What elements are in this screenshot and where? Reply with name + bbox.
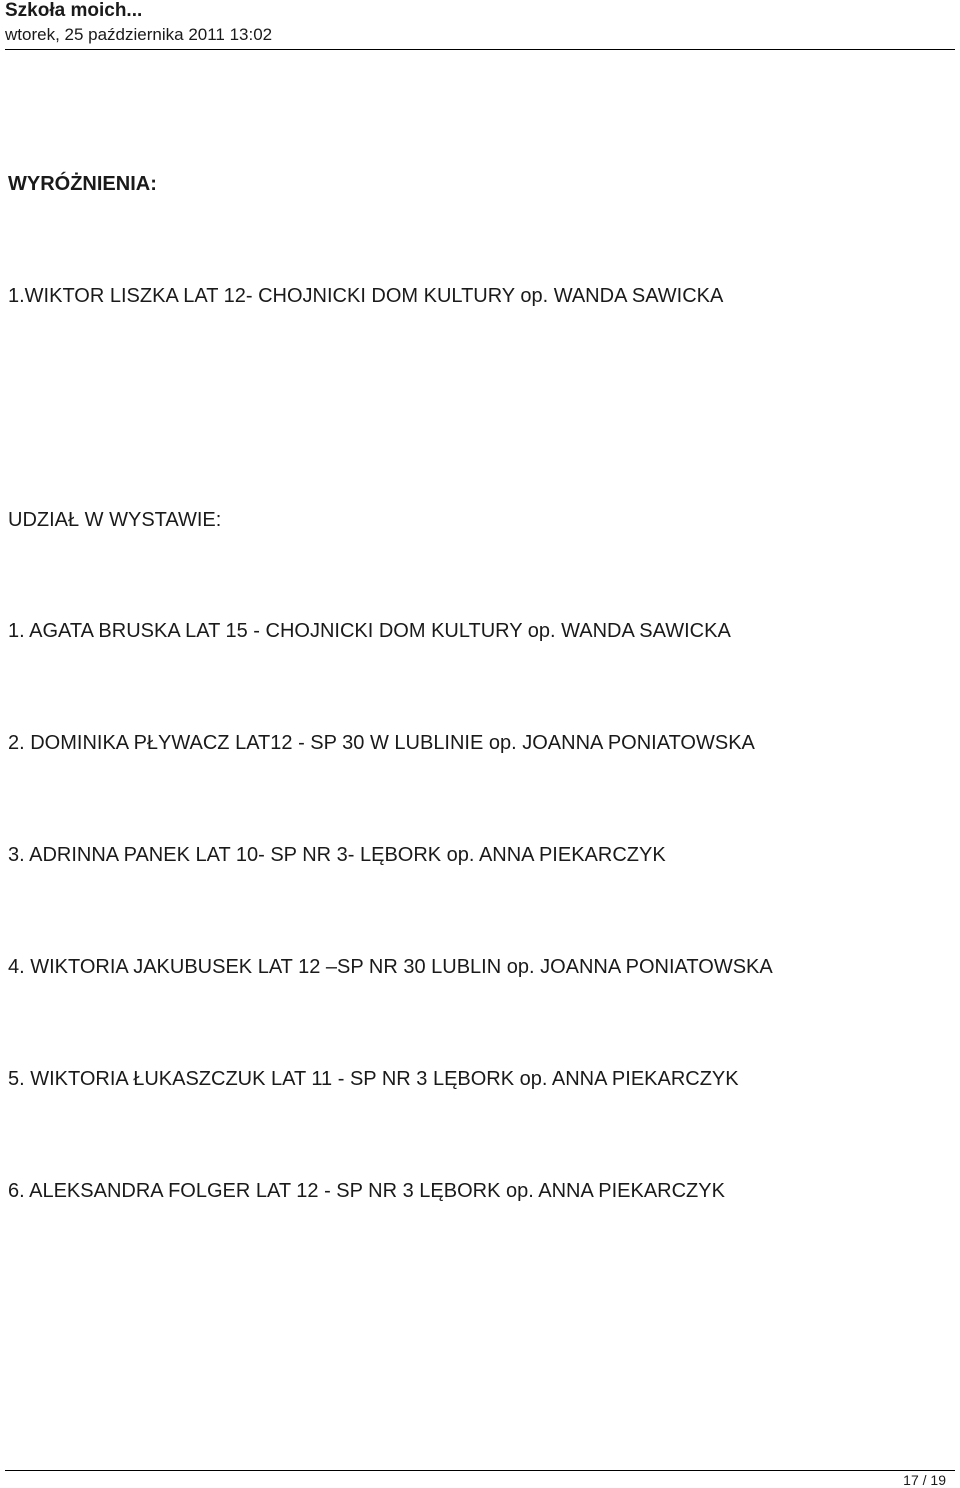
- exhibition-item: 1. AGATA BRUSKA LAT 15 - CHOJNICKI DOM KULTURY op. WANDA SAWICKA: [8, 620, 731, 642]
- exhibition-item: 2. DOMINIKA PŁYWACZ LAT12 - SP 30 W LUBLINIE op. JOANNA PONIATOWSKA: [8, 732, 755, 754]
- header-date: wtorek, 25 października 2011 13:02: [5, 25, 273, 44]
- distinction-item: 1.WIKTOR LISZKA LAT 12- CHOJNICKI DOM KULTURY op. WANDA SAWICKA: [8, 285, 724, 307]
- exhibition-heading: UDZIAŁ W WYSTAWIE:: [8, 509, 222, 531]
- distinctions-heading: WYRÓŻNIENIA:: [8, 173, 157, 195]
- exhibition-item: 5. WIKTORIA ŁUKASZCZUK LAT 11 - SP NR 3 LĘBORK op. ANNA PIEKARCZYK: [8, 1068, 739, 1090]
- page-number: 17 / 19: [903, 1472, 946, 1488]
- footer-divider: [5, 1470, 955, 1471]
- exhibition-item: 3. ADRINNA PANEK LAT 10- SP NR 3- LĘBORK op. ANNA PIEKARCZYK: [8, 844, 666, 866]
- page-header: [5, 0, 957, 46]
- header-divider: [5, 49, 955, 50]
- header-title: Szkoła moich...: [5, 0, 143, 21]
- exhibition-item: 6. ALEKSANDRA FOLGER LAT 12 - SP NR 3 LĘBORK op. ANNA PIEKARCZYK: [8, 1180, 725, 1202]
- exhibition-item: 4. WIKTORIA JAKUBUSEK LAT 12 –SP NR 30 LUBLIN op. JOANNA PONIATOWSKA: [8, 956, 773, 978]
